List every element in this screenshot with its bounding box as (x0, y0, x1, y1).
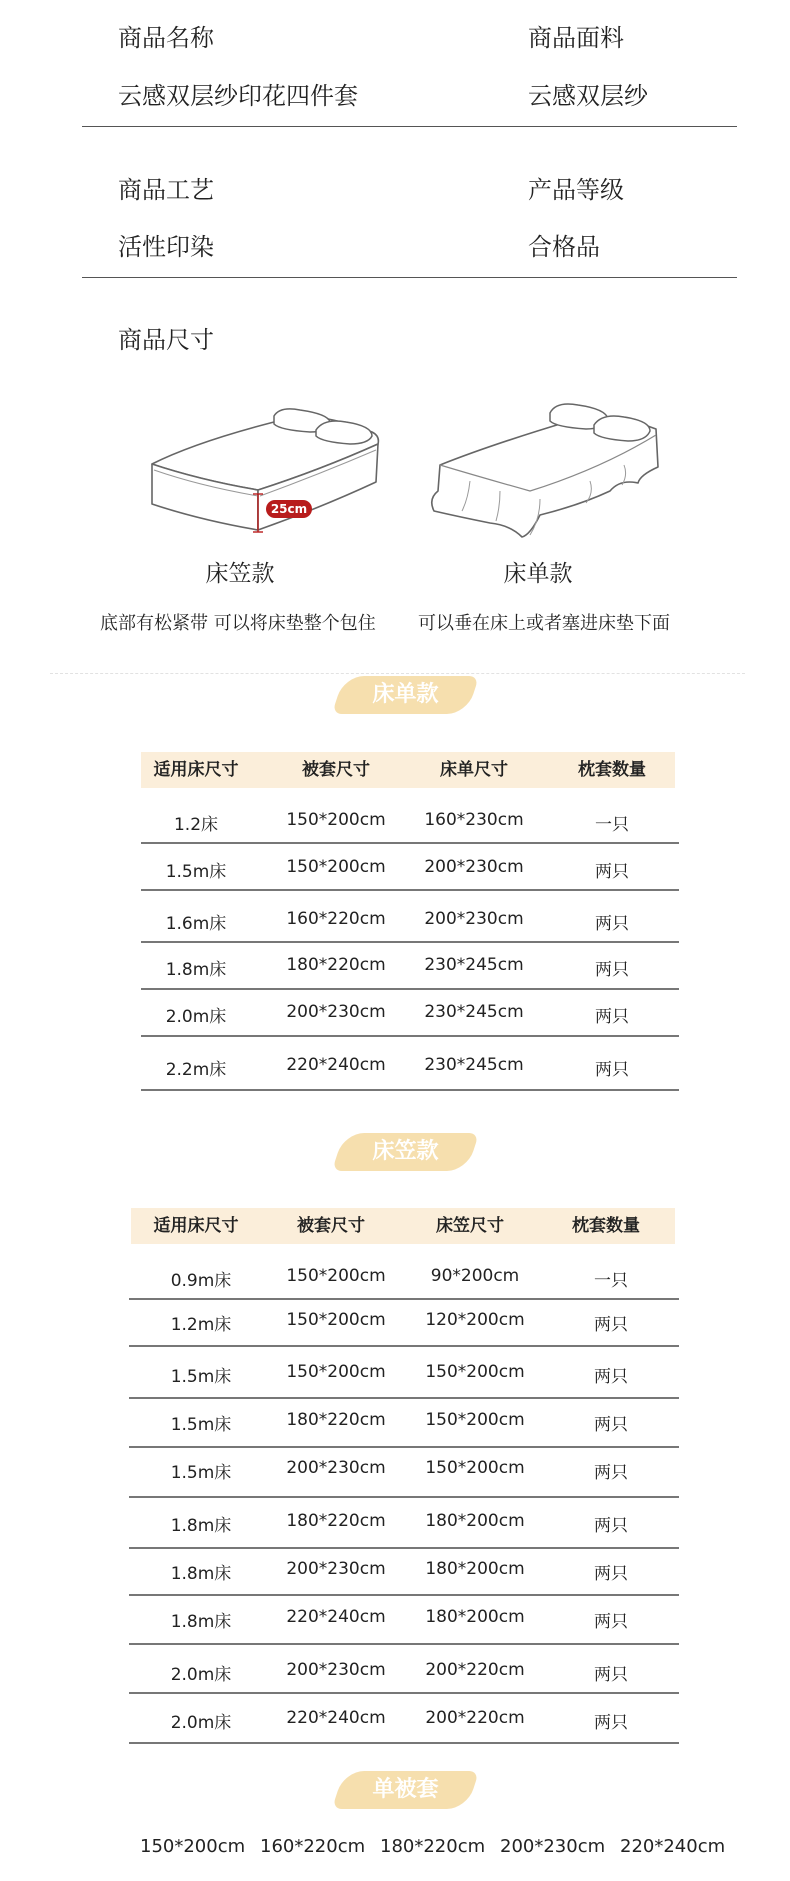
fitted-table-row-divider (129, 1345, 679, 1347)
fitted-table-cell: 2.0m床 (170, 1713, 232, 1733)
fitted-table-cell: 200*220cm (425, 1708, 525, 1728)
sheet-table-cell: 1.5m床 (165, 862, 227, 882)
sheet-table-cell: 两只 (595, 914, 629, 934)
flat-style-name: 床单款 (503, 561, 573, 587)
fitted-table-cell: 两只 (594, 1612, 628, 1632)
fitted-table-row-divider (129, 1446, 679, 1448)
flat-sheet-illustration (410, 395, 670, 545)
sheet-table-cell: 230*245cm (424, 955, 524, 975)
sheet-table-row-divider (141, 988, 679, 990)
fitted-table-row-divider (129, 1298, 679, 1300)
fitted-table-row-divider (129, 1742, 679, 1744)
grade-value: 合格品 (528, 233, 600, 261)
fitted-table-cell: 180*200cm (425, 1607, 525, 1627)
fitted-table-row-divider (129, 1643, 679, 1645)
sheet-table-row-divider (141, 889, 679, 891)
fitted-style-name: 床笠款 (205, 561, 275, 587)
fitted-table-cell: 180*220cm (286, 1410, 386, 1430)
fitted-table-cell: 90*200cm (430, 1266, 520, 1286)
fitted-table-cell: 150*200cm (286, 1362, 386, 1382)
craft-value: 活性印染 (118, 233, 214, 261)
fitted-table-cell: 1.8m床 (170, 1564, 232, 1584)
sheet-table-cell: 两只 (595, 1060, 629, 1080)
fitted-table-cell: 180*200cm (425, 1511, 525, 1531)
sheet-table-cell: 两只 (595, 960, 629, 980)
divider (82, 277, 737, 278)
column-header: 被套尺寸 (297, 1216, 365, 1236)
fabric-label: 商品面料 (528, 24, 624, 52)
divider (82, 126, 737, 127)
fitted-section-title: 床笠款 (372, 1139, 439, 1164)
sheet-table-header (141, 752, 675, 788)
duvet-size-item: 220*240cm (620, 1836, 726, 1857)
fitted-sheet-illustration (140, 400, 400, 550)
sheet-table-row-divider (141, 842, 679, 844)
column-header: 被套尺寸 (302, 760, 370, 780)
column-header: 枕套数量 (578, 760, 646, 780)
duvet-size-item: 200*230cm (500, 1836, 606, 1857)
sheet-table-cell: 160*220cm (286, 909, 386, 929)
sheet-table-cell: 2.2m床 (165, 1060, 227, 1080)
column-header: 适用床尺寸 (153, 1216, 239, 1236)
fitted-table-cell: 180*200cm (425, 1559, 525, 1579)
fitted-table-cell: 150*200cm (286, 1310, 386, 1330)
sheet-table-cell: 1.8m床 (165, 960, 227, 980)
column-header: 枕套数量 (572, 1216, 640, 1236)
fitted-table-cell: 150*200cm (425, 1458, 525, 1478)
fitted-table-cell: 1.5m床 (170, 1367, 232, 1387)
fitted-table-cell: 两只 (594, 1564, 628, 1584)
fitted-table-cell: 两只 (594, 1665, 628, 1685)
fitted-table-cell: 两只 (594, 1367, 628, 1387)
fitted-table-cell: 两只 (594, 1415, 628, 1435)
duvet-size-item: 180*220cm (380, 1836, 486, 1857)
fitted-table-cell: 200*220cm (425, 1660, 525, 1680)
fitted-table-cell: 200*230cm (286, 1559, 386, 1579)
fitted-table-cell: 150*200cm (425, 1362, 525, 1382)
sheet-table-row-divider (141, 1089, 679, 1091)
duvet-size-item: 150*200cm (140, 1836, 246, 1857)
column-header: 床笠尺寸 (436, 1216, 504, 1236)
fitted-table-header (131, 1208, 675, 1244)
fitted-table-cell: 1.8m床 (170, 1612, 232, 1632)
sheet-table-cell: 150*200cm (286, 857, 386, 877)
fitted-table-row-divider (129, 1397, 679, 1399)
fitted-table-row-divider (129, 1547, 679, 1549)
sheet-table-row-divider (141, 1035, 679, 1037)
column-header: 床单尺寸 (440, 760, 508, 780)
fitted-table-row-divider (129, 1692, 679, 1694)
fitted-table-row-divider (129, 1594, 679, 1596)
sheet-table-cell: 两只 (595, 1007, 629, 1027)
fitted-table-cell: 1.8m床 (170, 1516, 232, 1536)
fitted-table-row-divider (129, 1496, 679, 1498)
sheet-table-cell: 200*230cm (286, 1002, 386, 1022)
fabric-value: 云感双层纱 (528, 82, 648, 110)
size-label: 商品尺寸 (118, 326, 214, 354)
fitted-table-cell: 1.2m床 (170, 1315, 232, 1335)
duvet-section-title: 单被套 (372, 1777, 439, 1802)
sheet-table-cell: 两只 (595, 862, 629, 882)
fitted-table-cell: 一只 (594, 1271, 628, 1291)
sheet-table-cell: 2.0m床 (165, 1007, 227, 1027)
height-badge: 25cm (266, 500, 312, 518)
sheet-section-badge (338, 676, 473, 714)
fitted-table-cell: 200*230cm (286, 1660, 386, 1680)
fitted-table-cell: 220*240cm (286, 1708, 386, 1728)
sheet-table-cell: 230*245cm (424, 1002, 524, 1022)
flat-style-desc: 可以垂在床上或者塞进床垫下面 (418, 613, 670, 634)
sheet-table-cell: 220*240cm (286, 1055, 386, 1075)
fitted-table-cell: 两只 (594, 1713, 628, 1733)
sheet-table-cell: 200*230cm (424, 857, 524, 877)
sheet-section-title: 床单款 (372, 682, 439, 707)
sheet-table-cell: 150*200cm (286, 810, 386, 830)
sheet-table-cell: 180*220cm (286, 955, 386, 975)
fitted-section-badge (338, 1133, 473, 1171)
fitted-table-cell: 220*240cm (286, 1607, 386, 1627)
sheet-table-row-divider (141, 941, 679, 943)
sheet-table-cell: 160*230cm (424, 810, 524, 830)
sheet-table-cell: 1.6m床 (165, 914, 227, 934)
sheet-table-cell: 200*230cm (424, 909, 524, 929)
sheet-table-cell: 1.2床 (173, 815, 219, 835)
craft-label: 商品工艺 (118, 176, 214, 204)
duvet-section-badge (338, 1771, 473, 1809)
fitted-table-cell: 1.5m床 (170, 1463, 232, 1483)
fitted-table-cell: 两只 (594, 1463, 628, 1483)
fitted-table-cell: 1.5m床 (170, 1415, 232, 1435)
product-name-label: 商品名称 (118, 24, 214, 52)
fitted-table-cell: 两只 (594, 1315, 628, 1335)
sheet-table-cell: 230*245cm (424, 1055, 524, 1075)
fitted-table-cell: 150*200cm (425, 1410, 525, 1430)
product-name-value: 云感双层纱印花四件套 (118, 82, 358, 110)
fitted-table-cell: 180*220cm (286, 1511, 386, 1531)
fitted-table-cell: 0.9m床 (170, 1271, 232, 1291)
fitted-table-cell: 150*200cm (286, 1266, 386, 1286)
sheet-table-cell: 一只 (595, 815, 629, 835)
grade-label: 产品等级 (528, 176, 624, 204)
fitted-style-desc: 底部有松紧带 可以将床垫整个包住 (100, 613, 376, 634)
section-divider (50, 673, 745, 674)
fitted-table-cell: 两只 (594, 1516, 628, 1536)
duvet-size-item: 160*220cm (260, 1836, 366, 1857)
fitted-table-cell: 2.0m床 (170, 1665, 232, 1685)
fitted-table-cell: 200*230cm (286, 1458, 386, 1478)
column-header: 适用床尺寸 (153, 760, 239, 780)
fitted-table-cell: 120*200cm (425, 1310, 525, 1330)
